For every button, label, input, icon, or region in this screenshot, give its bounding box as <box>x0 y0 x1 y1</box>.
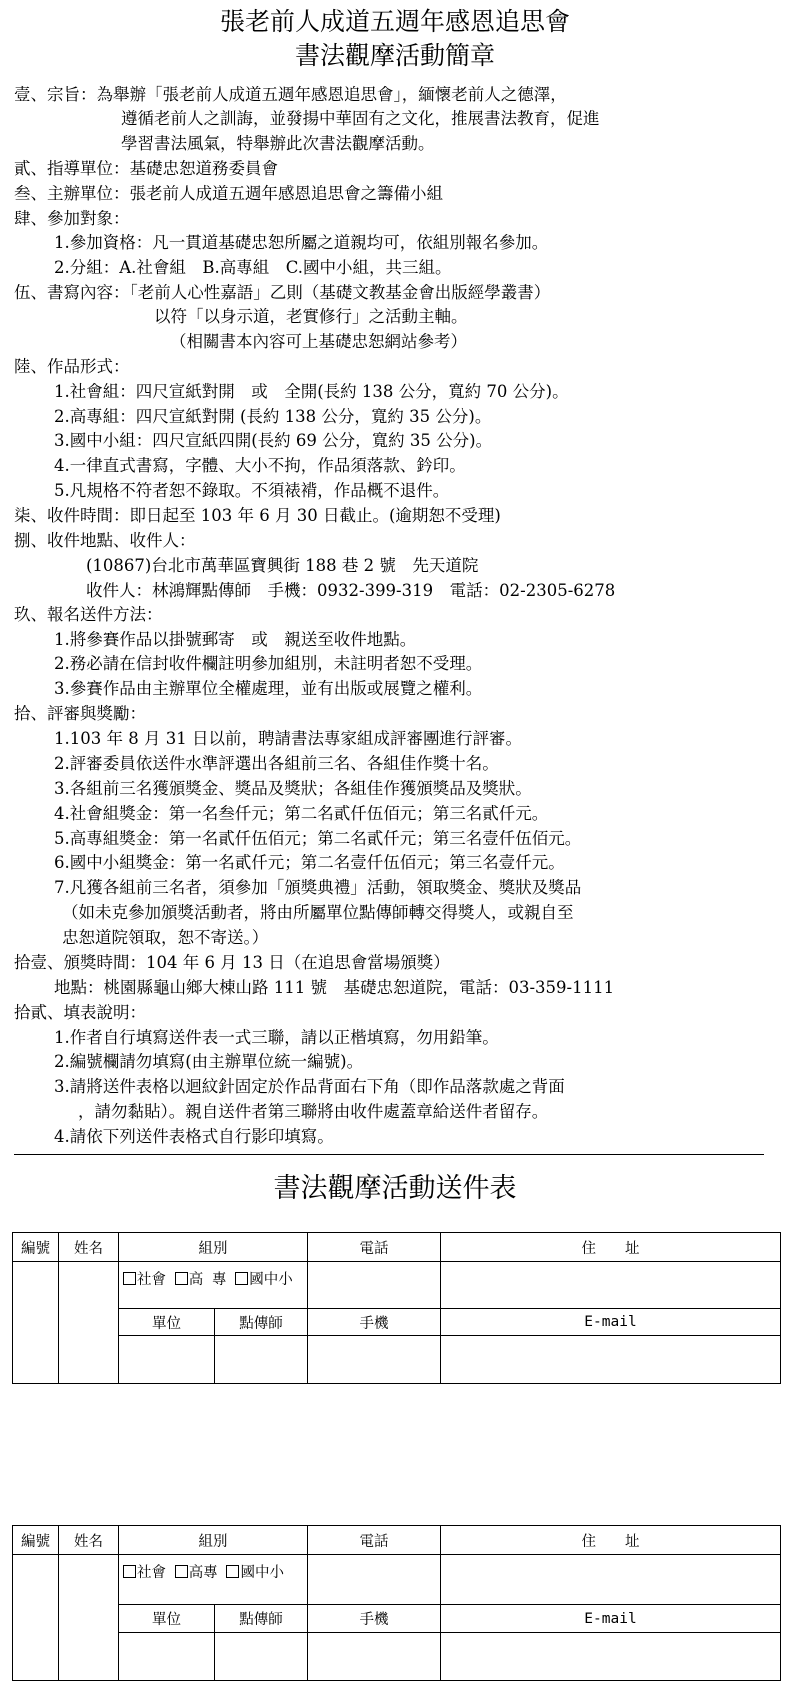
text-line: 伍、書寫內容：「老前人心性嘉語」乙則（基礎文教基金會出版經學叢書） <box>14 283 551 303</box>
checkbox-junior[interactable] <box>235 1272 248 1285</box>
mobile-field[interactable] <box>308 1336 441 1384</box>
text-line: 1.參加資格：凡一貫道基礎忠恕所屬之道親均可，依組別報名參加。 <box>54 233 549 253</box>
header-group: 組別 <box>119 1233 308 1262</box>
serial-field[interactable] <box>13 1262 59 1384</box>
text-line: 5.高專組獎金：第一名貳仟伍佰元；第二名貳仟元；第三名壹仟伍佰元。 <box>54 828 582 848</box>
text-line: （如未克參加頒獎活動者，將由所屬單位點傳師轉交得獎人，或親自至 <box>62 903 574 923</box>
text-line: 3.請將送件表格以迴紋針固定於作品背面右下角（即作品落款處之背面 <box>54 1077 565 1097</box>
text-line: 1.社會組：四尺宣紙對開 或 全開(長約 138 公分，寬約 70 公分)。 <box>54 381 569 401</box>
header-phone: 電話 <box>308 1233 441 1262</box>
header-serial: 編號 <box>13 1526 59 1555</box>
text-line: 陸、作品形式： <box>14 356 130 376</box>
group-options: 社會 高專 國中小 <box>119 1555 308 1605</box>
header-mobile: 手機 <box>308 1605 441 1633</box>
text-line: 貳、指導單位：基礎忠恕道務委員會 <box>14 158 278 178</box>
text-line: 2.編號欄請勿填寫(由主辦單位統一編號)。 <box>54 1052 364 1072</box>
text-line: 3.各組前三名獲頒獎金、獎品及獎狀；各組佳作獲頒獎品及獎狀。 <box>54 778 532 798</box>
header-unit: 單位 <box>119 1605 215 1633</box>
name-field[interactable] <box>59 1555 119 1681</box>
text-line: 2.分組：A.社會組 B.高專組 C.國中小組，共三組。 <box>54 258 452 278</box>
text-line: （相關書本內容可上基礎忠恕網站參考） <box>170 331 467 351</box>
text-line: 學習書法風氣，特舉辦此次書法觀摩活動。 <box>121 133 435 153</box>
text-line: (10867)台北市萬華區寶興街 188 巷 2 號 先天道院 <box>86 555 479 575</box>
email-field[interactable] <box>441 1633 781 1681</box>
header-name: 姓名 <box>59 1526 119 1555</box>
document-subtitle: 書法觀摩活動簡章 <box>294 41 495 70</box>
text-line: 收件人：林鴻輝點傳師 手機：0932-399-319 電話：02-2305-6278 <box>86 580 616 600</box>
text-line: 1.103 年 8 月 31 日以前，聘請書法專家組成評審團進行評審。 <box>54 729 522 748</box>
email-field[interactable] <box>441 1336 781 1384</box>
text-line: 拾壹、頒獎時間：104 年 6 月 13 日（在追思會當場頒獎） <box>14 952 450 972</box>
text-line: 2.評審委員依送件水準評選出各組前三名、各組佳作獎十名。 <box>54 753 499 773</box>
name-field[interactable] <box>59 1262 119 1384</box>
text-line: 拾、評審與獎勵： <box>14 704 146 724</box>
header-master: 點傳師 <box>215 1605 308 1633</box>
header-address: 住 址 <box>441 1233 781 1262</box>
header-email: E-mail <box>441 1605 781 1633</box>
text-line: 2.高專組：四尺宣紙對開 (長約 138 公分，寬約 35 公分)。 <box>54 406 492 426</box>
form-title: 書法觀摩活動送件表 <box>273 1173 517 1204</box>
text-line: 玖、報名送件方法： <box>14 604 163 624</box>
checkbox-college[interactable] <box>175 1565 188 1578</box>
master-field[interactable] <box>215 1336 308 1384</box>
header-phone: 電話 <box>308 1526 441 1555</box>
text-line: 以符「以身示道，老實修行」之活動主軸。 <box>154 307 468 326</box>
text-line: 肆、參加對象： <box>14 208 130 228</box>
text-line: 捌、收件地點、收件人： <box>14 530 196 550</box>
phone-field[interactable] <box>308 1262 441 1309</box>
text-line: 4.社會組獎金：第一名叁仟元；第二名貳仟伍佰元；第三名貳仟元。 <box>54 803 549 823</box>
text-line: 柒、收件時間：即日起至 103 年 6 月 30 日截止。(逾期恕不受理) <box>14 506 501 525</box>
checkbox-society[interactable] <box>123 1272 136 1285</box>
unit-field[interactable] <box>119 1336 215 1384</box>
text-line: 忠恕道院領取，恕不寄送。） <box>62 928 269 947</box>
text-line: 1.作者自行填寫送件表一式三聯，請以正楷填寫，勿用鉛筆。 <box>54 1027 499 1047</box>
header-mobile: 手機 <box>308 1309 441 1336</box>
text-line: 6.國中小組獎金：第一名貳仟元；第二名壹仟伍佰元；第三名壹仟元。 <box>54 853 565 873</box>
header-master: 點傳師 <box>215 1309 308 1336</box>
checkbox-junior[interactable] <box>226 1565 239 1578</box>
text-line: 7.凡獲各組前三名者，須參加「頒獎典禮」活動，領取獎金、獎狀及獎品 <box>54 878 582 898</box>
text-line: 4.請依下列送件表格式自行影印填寫。 <box>54 1127 334 1146</box>
submission-form-copy-2 <box>12 1525 781 1681</box>
header-group: 組別 <box>119 1526 308 1555</box>
text-line: 3.國中小組：四尺宣紙四開(長約 69 公分，寬約 35 公分)。 <box>54 431 493 451</box>
header-serial: 編號 <box>13 1233 59 1262</box>
submission-form-copy-1 <box>12 1232 781 1384</box>
text-line: 壹、宗旨：為舉辦「張老前人成道五週年感恩追思會」，緬懷老前人之德澤， <box>14 85 567 104</box>
header-address: 住 址 <box>441 1526 781 1555</box>
text-line: 4.一律直式書寫，字體、大小不拘，作品須落款、鈐印。 <box>54 456 466 476</box>
address-field[interactable] <box>441 1555 781 1605</box>
checkbox-society[interactable] <box>123 1565 136 1578</box>
master-field[interactable] <box>215 1633 308 1681</box>
text-line: 叁、主辦單位：張老前人成道五週年感恩追思會之籌備小組 <box>14 183 443 203</box>
text-line: 5.凡規格不符者恕不錄取。不須裱褙，作品概不退件。 <box>54 481 450 501</box>
text-line: 1.將參賽作品以掛號郵寄 或 親送至收件地點。 <box>54 629 417 649</box>
text-line: 地點：桃園縣龜山鄉大棟山路 111 號 基礎忠恕道院，電話：03-359-1111 <box>54 977 615 997</box>
text-line: ，請勿黏貼）。親自送件者第三聯將由收件處蓋章給送件者留存。 <box>78 1102 549 1122</box>
checkbox-college[interactable] <box>175 1272 188 1285</box>
group-options: 社會 高 專 國中小 <box>119 1262 308 1309</box>
header-name: 姓名 <box>59 1233 119 1262</box>
mobile-field[interactable] <box>308 1633 441 1681</box>
text-line: 3.參賽作品由主辦單位全權處理，並有出版或展覽之權利。 <box>54 679 483 699</box>
text-line: 遵循老前人之訓誨，並發揚中華固有之文化，推展書法教育，促進 <box>121 109 600 128</box>
header-unit: 單位 <box>119 1309 215 1336</box>
document-title: 張老前人成道五週年感恩追思會 <box>219 7 570 36</box>
unit-field[interactable] <box>119 1633 215 1681</box>
header-email: E-mail <box>441 1309 781 1336</box>
phone-field[interactable] <box>308 1555 441 1605</box>
serial-field[interactable] <box>13 1555 59 1681</box>
text-line: 2.務必請在信封收件欄註明參加組別，未註明者恕不受理。 <box>54 654 483 674</box>
section-divider <box>14 1154 764 1155</box>
text-line: 拾貳、填表說明： <box>14 1002 146 1022</box>
address-field[interactable] <box>441 1262 781 1309</box>
